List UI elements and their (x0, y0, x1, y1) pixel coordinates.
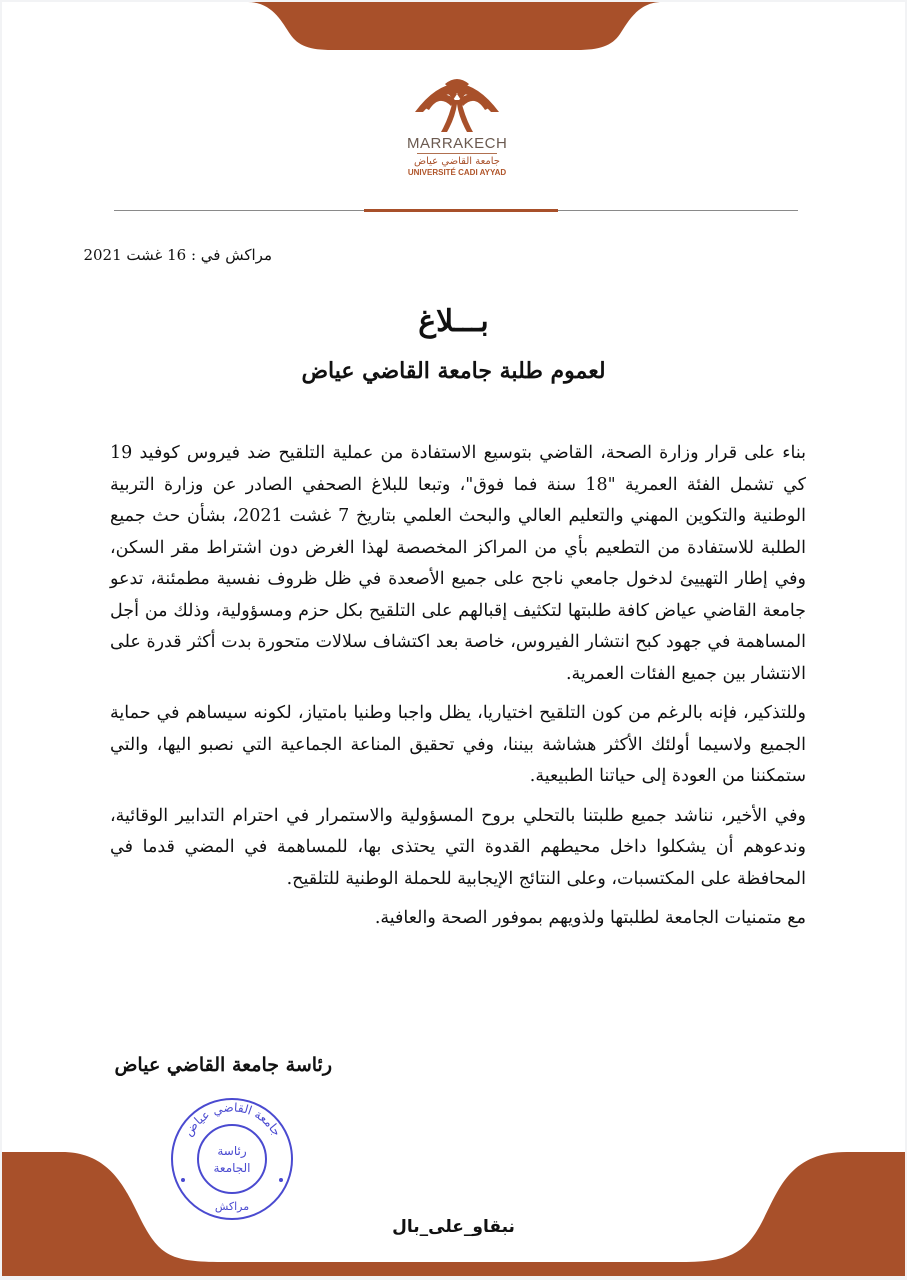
document-date: مراكش في : 16 غشت 2021 (83, 246, 272, 264)
logo-city-text: MARRAKECH (407, 135, 508, 152)
document-body (110, 438, 806, 943)
bottom-decorative-band (2, 1152, 905, 1276)
body-paragraph: بناء على قرار وزارة الصحة، القاضي بتوسيع الاستفادة من عملية التلقيح ضد فيروس كوفيد 19 كي تشمل الفئة العمرية "18 سنة فما فوق"، وتبعا للبلاغ الصحفي الصادر عن وزارة التربية الوطنية والتكوين المهني والتعليم العالي والبحث العلمي بتاريخ 7 غشت 2021، بشأن حث جميع الطلبة للاستفادة من التطعيم بأي من المراكز المخصصة لهذا الغرض دون اشتراط مقر السكن، وفي إطار التهييئ لدخول جامعي ناجح على جميع الأصعدة في ظل ظروف نفسية مطمئنة، تدعو جامعة القاضي عياض كافة طلبتها لتكثيف إقبالهم على التلقيح بكل حزم ومسؤولية، وذلك من أجل المساهمة في جهود كبح انتشار الفيروس، خاصة بعد اكتشاف سلالات متحورة بدت أكثر قدرة على الانتشار بين جميع الفئات العمرية. (110, 443, 806, 684)
top-decorative-band (2, 2, 905, 52)
stamp-inner-line2: الجامعة (213, 1161, 251, 1175)
document-page (2, 2, 905, 1276)
body-paragraph: وللتذكير، فإنه بالرغم من كون التلقيح اختياريا، يظل واجبا وطنيا بامتياز، لكونه سيساهم في حماية الجميع ولاسيما أولئك الأكثر هشاشة بيننا، وفي تحقيق المناعة الجماعية التي نصبو اليها، والتي ستمكننا من العودة إلى حياتنا الطبيعية. (110, 703, 806, 786)
logo-university-french: UNIVERSITÉ CADI AYYAD (407, 168, 507, 177)
logo-rule (417, 153, 497, 154)
document-title: بـــلاغ (418, 304, 489, 339)
campaign-hashtag: نبقاو_على_بال (392, 1217, 515, 1237)
header-divider-accent (364, 209, 558, 212)
palm-tree-icon (411, 72, 503, 134)
logo-university-arabic: جامعة القاضي عياض (413, 156, 500, 167)
stamp-outer-text: جامعة القاضي عياض (181, 1100, 285, 1139)
signature: رئاسة جامعة القاضي عياض (114, 1054, 332, 1076)
document-subtitle: لعموم طلبة جامعة القاضي عياض (301, 358, 606, 384)
official-stamp (165, 1092, 300, 1227)
stamp-bottom-text: مراكش (214, 1200, 250, 1213)
body-paragraph: مع متمنيات الجامعة لطلبتها ولذويهم بموفور الصحة والعافية. (374, 908, 806, 928)
body-paragraph: وفي الأخير، نناشد جميع طلبتنا بالتحلي بروح المسؤولية والاستمرار في احترام التدابير الوقائية، وندعوهم أن يشكلوا داخل محيطهم القدوة التي يحتذى بها، للمساهمة في المضي قدما في المحافظة على المكتسبات، وعلى النتائج الإيجابية للحملة الوطنية للتلقيح. (110, 805, 806, 889)
university-logo (407, 72, 507, 190)
stamp-inner-line1: رئاسة (217, 1144, 247, 1158)
